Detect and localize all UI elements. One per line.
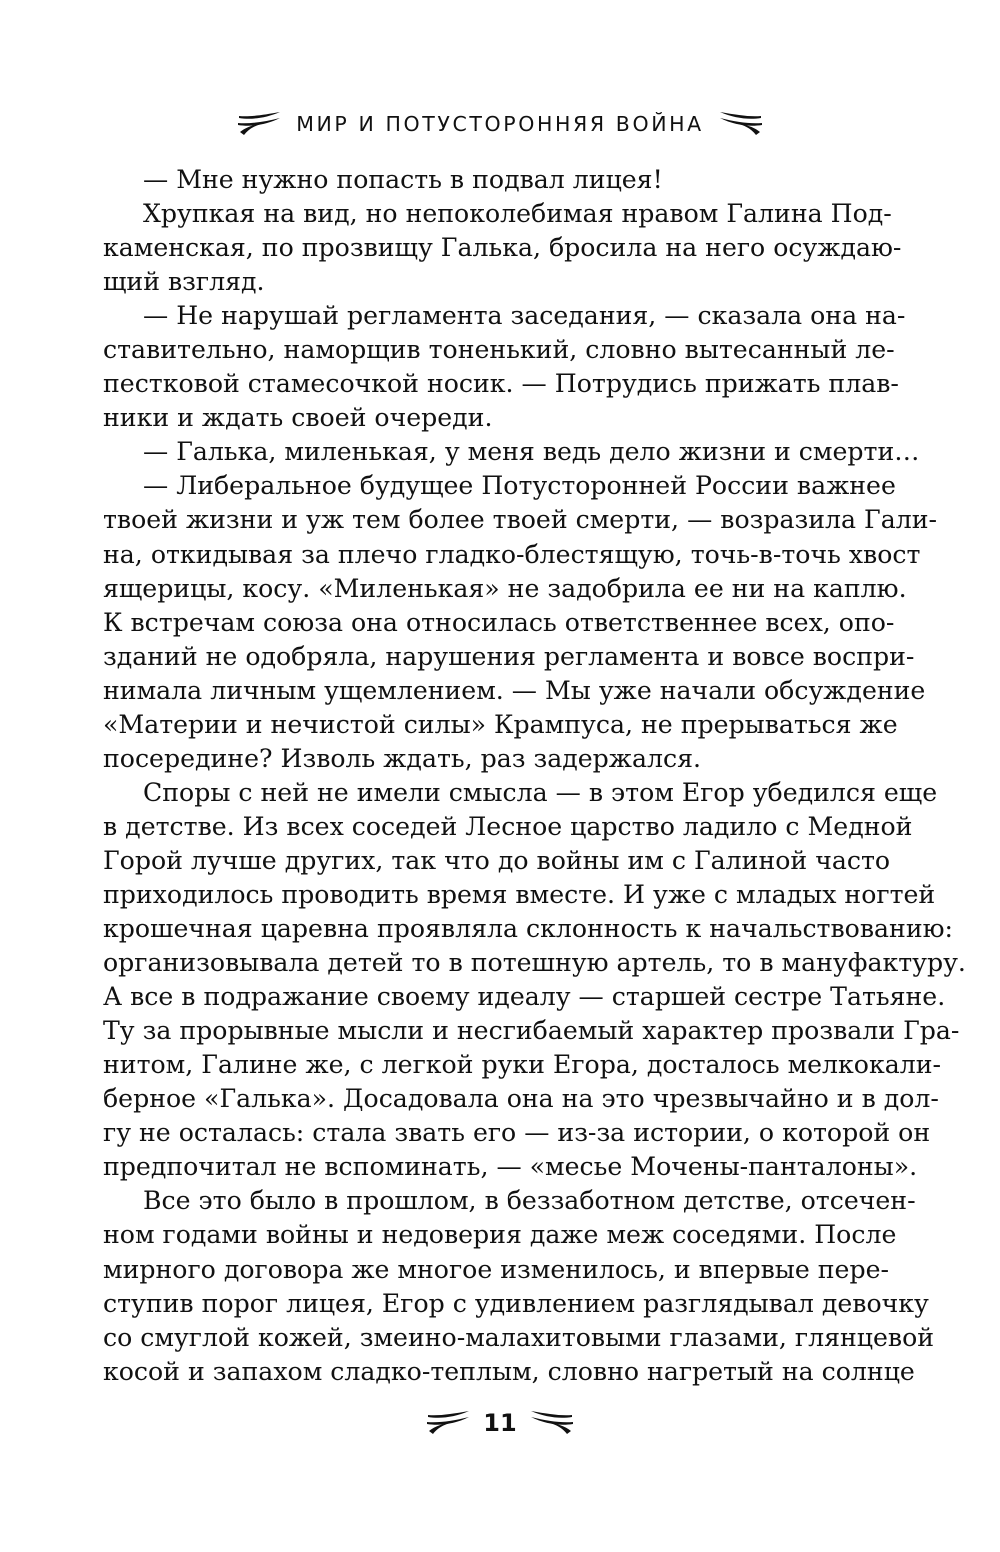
text-line: ники и ждать своей очереди. xyxy=(103,403,493,433)
page-footer xyxy=(0,1402,1000,1444)
text-line: пестковой стамесочкой носик. — Потрудись прижать плав- xyxy=(103,369,899,399)
text-line: Споры с ней не имели смысла — в этом Егор убедился еще xyxy=(143,777,938,807)
text-line: зданий не одобряла, нарушения регламента и вовсе воспри- xyxy=(103,641,915,671)
text-line: Хрупкая на вид, но непоколебимая нравом Галина Под- xyxy=(143,199,892,229)
text-line: щий взгляд. xyxy=(103,267,265,297)
text-line: Горой лучше других, так что до войны им с Галиной часто xyxy=(103,845,891,875)
swoosh-ornament-right-icon xyxy=(718,111,764,137)
text-line: А все в подражание своему идеалу — старшей сестре Татьяне. xyxy=(103,982,946,1012)
text-line: К встречам союза она относилась ответственнее всех, опо- xyxy=(103,607,895,637)
page-number: 11 xyxy=(483,1409,517,1437)
text-line: мирного договора же многое изменилось, и впервые пере- xyxy=(103,1254,890,1284)
text-line: — Не нарушай регламента заседания, — сказала она на- xyxy=(143,301,906,331)
text-line: нитом, Галине же, с легкой руки Егора, досталось мелкокали- xyxy=(103,1050,942,1080)
running-header xyxy=(0,103,1000,145)
text-line: приходилось проводить время вместе. И уже с младых ногтей xyxy=(103,879,936,909)
text-line: каменская, по прозвищу Галька, бросила на него осуждаю- xyxy=(103,233,902,263)
text-line: ящерицы, косу. «Миленькая» не задобрила ее ни на каплю. xyxy=(103,573,907,603)
text-line: «Материи и нечистой силы» Крампуса, не прерываться же xyxy=(103,709,898,739)
text-line: — Галька, миленькая, у меня ведь дело жизни и смерти… xyxy=(143,437,920,467)
text-line: гу не осталась: стала звать его — из-за истории, о которой он xyxy=(103,1118,931,1148)
swoosh-ornament-right-icon xyxy=(529,1410,575,1436)
text-line: со смуглой кожей, змеино-малахитовыми глазами, глянцевой xyxy=(103,1322,935,1352)
text-line: крошечная царевна проявляла склонность к начальствованию: xyxy=(103,914,954,944)
text-line: ставительно, наморщив тоненький, словно вытесанный ле- xyxy=(103,335,895,365)
text-line: предпочитал не вспоминать, — «месье Мочены-панталоны». xyxy=(103,1152,918,1182)
text-line: нимала личным ущемлением. — Мы уже начали обсуждение xyxy=(103,675,926,705)
text-line: посередине? Изволь ждать, раз задержался. xyxy=(103,743,701,773)
swoosh-ornament-left-icon xyxy=(425,1410,471,1436)
text-line: твоей жизни и уж тем более твоей смерти, — возразила Гали- xyxy=(103,505,938,535)
text-line: ном годами войны и недоверия даже меж соседями. После xyxy=(103,1220,897,1250)
text-line: Ту за прорывные мысли и несгибаемый характер прозвали Гра- xyxy=(103,1016,960,1046)
swoosh-ornament-left-icon xyxy=(236,111,282,137)
text-line: ступив порог лицея, Егор с удивлением разглядывал девочку xyxy=(103,1288,929,1318)
text-line: на, откидывая за плечо гладко-блестящую, точь-в-точь хвост xyxy=(103,539,921,569)
text-line: косой и запахом сладко-теплым, словно нагретый на солнце xyxy=(103,1356,915,1386)
body-text xyxy=(103,163,966,1389)
text-line: — Либеральное будущее Потусторонней России важнее xyxy=(143,471,896,501)
running-title: МИР И ПОТУСТОРОННЯЯ ВОЙНА xyxy=(296,112,704,136)
text-line: Все это было в прошлом, в беззаботном детстве, отсечен- xyxy=(143,1186,916,1216)
text-line: в детстве. Из всех соседей Лесное царство ладило с Медной xyxy=(103,811,913,841)
text-line: организовывала детей то в потешную артель, то в мануфактуру. xyxy=(103,948,966,978)
text-line: берное «Галька». Досадовала она на это чрезвычайно и в дол- xyxy=(103,1084,939,1114)
text-line: — Мне нужно попасть в подвал лицея! xyxy=(143,165,663,194)
